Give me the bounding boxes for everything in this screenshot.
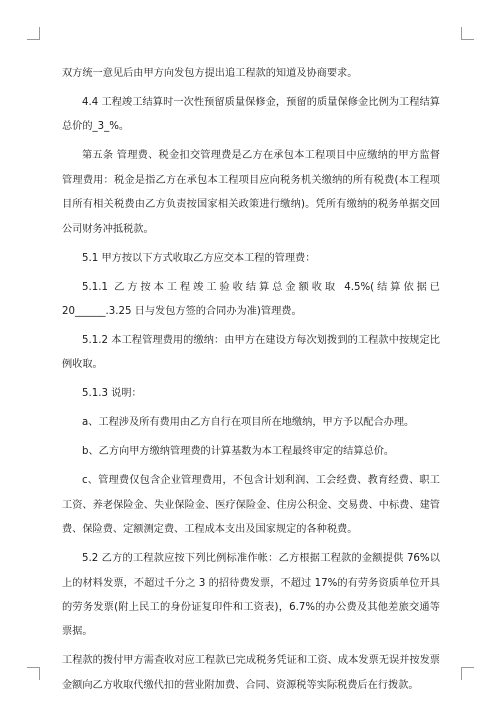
paragraph: c、管理费仅包含企业管理费用，不包含计划利润、工会经费、教育经费、职工工资、养老保险金、失业保险金、医疗保险金、住房公积金、交易费、中标费、建管费、保险费、定额测定费、工程成本支出及国家规定的各种税费。 bbox=[62, 475, 440, 536]
document-body bbox=[62, 62, 440, 698]
crop-mark-bottom-right bbox=[461, 667, 474, 680]
crop-mark-bottom-left bbox=[27, 667, 40, 680]
paragraph: 第五条 管理费、税金扣交管理费是乙方在承包本工程项目中应缴纳的甲方监督管理费用：税金是指乙方在承包本工程项目应向税务机关缴纳的所有税费(本工程项目所有相关税费由乙方负责按国家相关政策进行缴纳)。凭所有缴纳的税务单据交回公司财务冲抵税款。 bbox=[62, 150, 440, 235]
paragraph: 5.1.3 说明： bbox=[82, 388, 142, 400]
paragraph: 5.1.2 本工程管理费用的缴纳：由甲方在建设方每次划拨到的工程款中按规定比例收取。 bbox=[62, 335, 440, 371]
paragraph: 工程款的拨付甲方需查收对应工程款已完成税务凭证和工资、成本发票无误并按发票金额向乙方收取代缴代扣的营业附加费、合同、资源税等实际税费后在行拨款。 bbox=[62, 655, 440, 691]
paragraph: 5.1 甲方按以下方式收取乙方应交本工程的管理费： bbox=[82, 252, 316, 264]
crop-mark-top-right bbox=[461, 27, 474, 40]
crop-mark-top-left bbox=[27, 27, 40, 40]
paragraph: b、乙方向甲方缴纳管理费的计算基数为本工程最终审定的结算总价。 bbox=[82, 446, 395, 458]
paragraph: 双方统一意见后由甲方向发包方提出追工程款的知道及协商要求。 bbox=[62, 68, 358, 79]
paragraph: 5.1.1 乙方按本工程竣工验收结算总金额收取 4.5%(结算依据已 20______.3.25 日与发包方签的合同办为准)管理费。 bbox=[62, 281, 440, 318]
paragraph: a、工程涉及所有费用由乙方自行在项目所在地缴纳，甲方予以配合办理。 bbox=[82, 417, 415, 429]
paragraph: 4.4 工程竣工结算时一次性预留质量保修金，预留的质量保修金比例为工程结算总价的_3_%。 bbox=[62, 97, 440, 133]
paragraph: 5.2 乙方的工程款应按下列比例标准作帐：乙方根据工程款的金额提供 76%以上的材料发票，不超过千分之 3 的招待费发票，不超过 17%的有劳务资质单位开具的劳务发票(附上民工的身份证复印件和工资表)，6.7%的办公费及其他差旅交通等票据。 bbox=[62, 553, 440, 638]
